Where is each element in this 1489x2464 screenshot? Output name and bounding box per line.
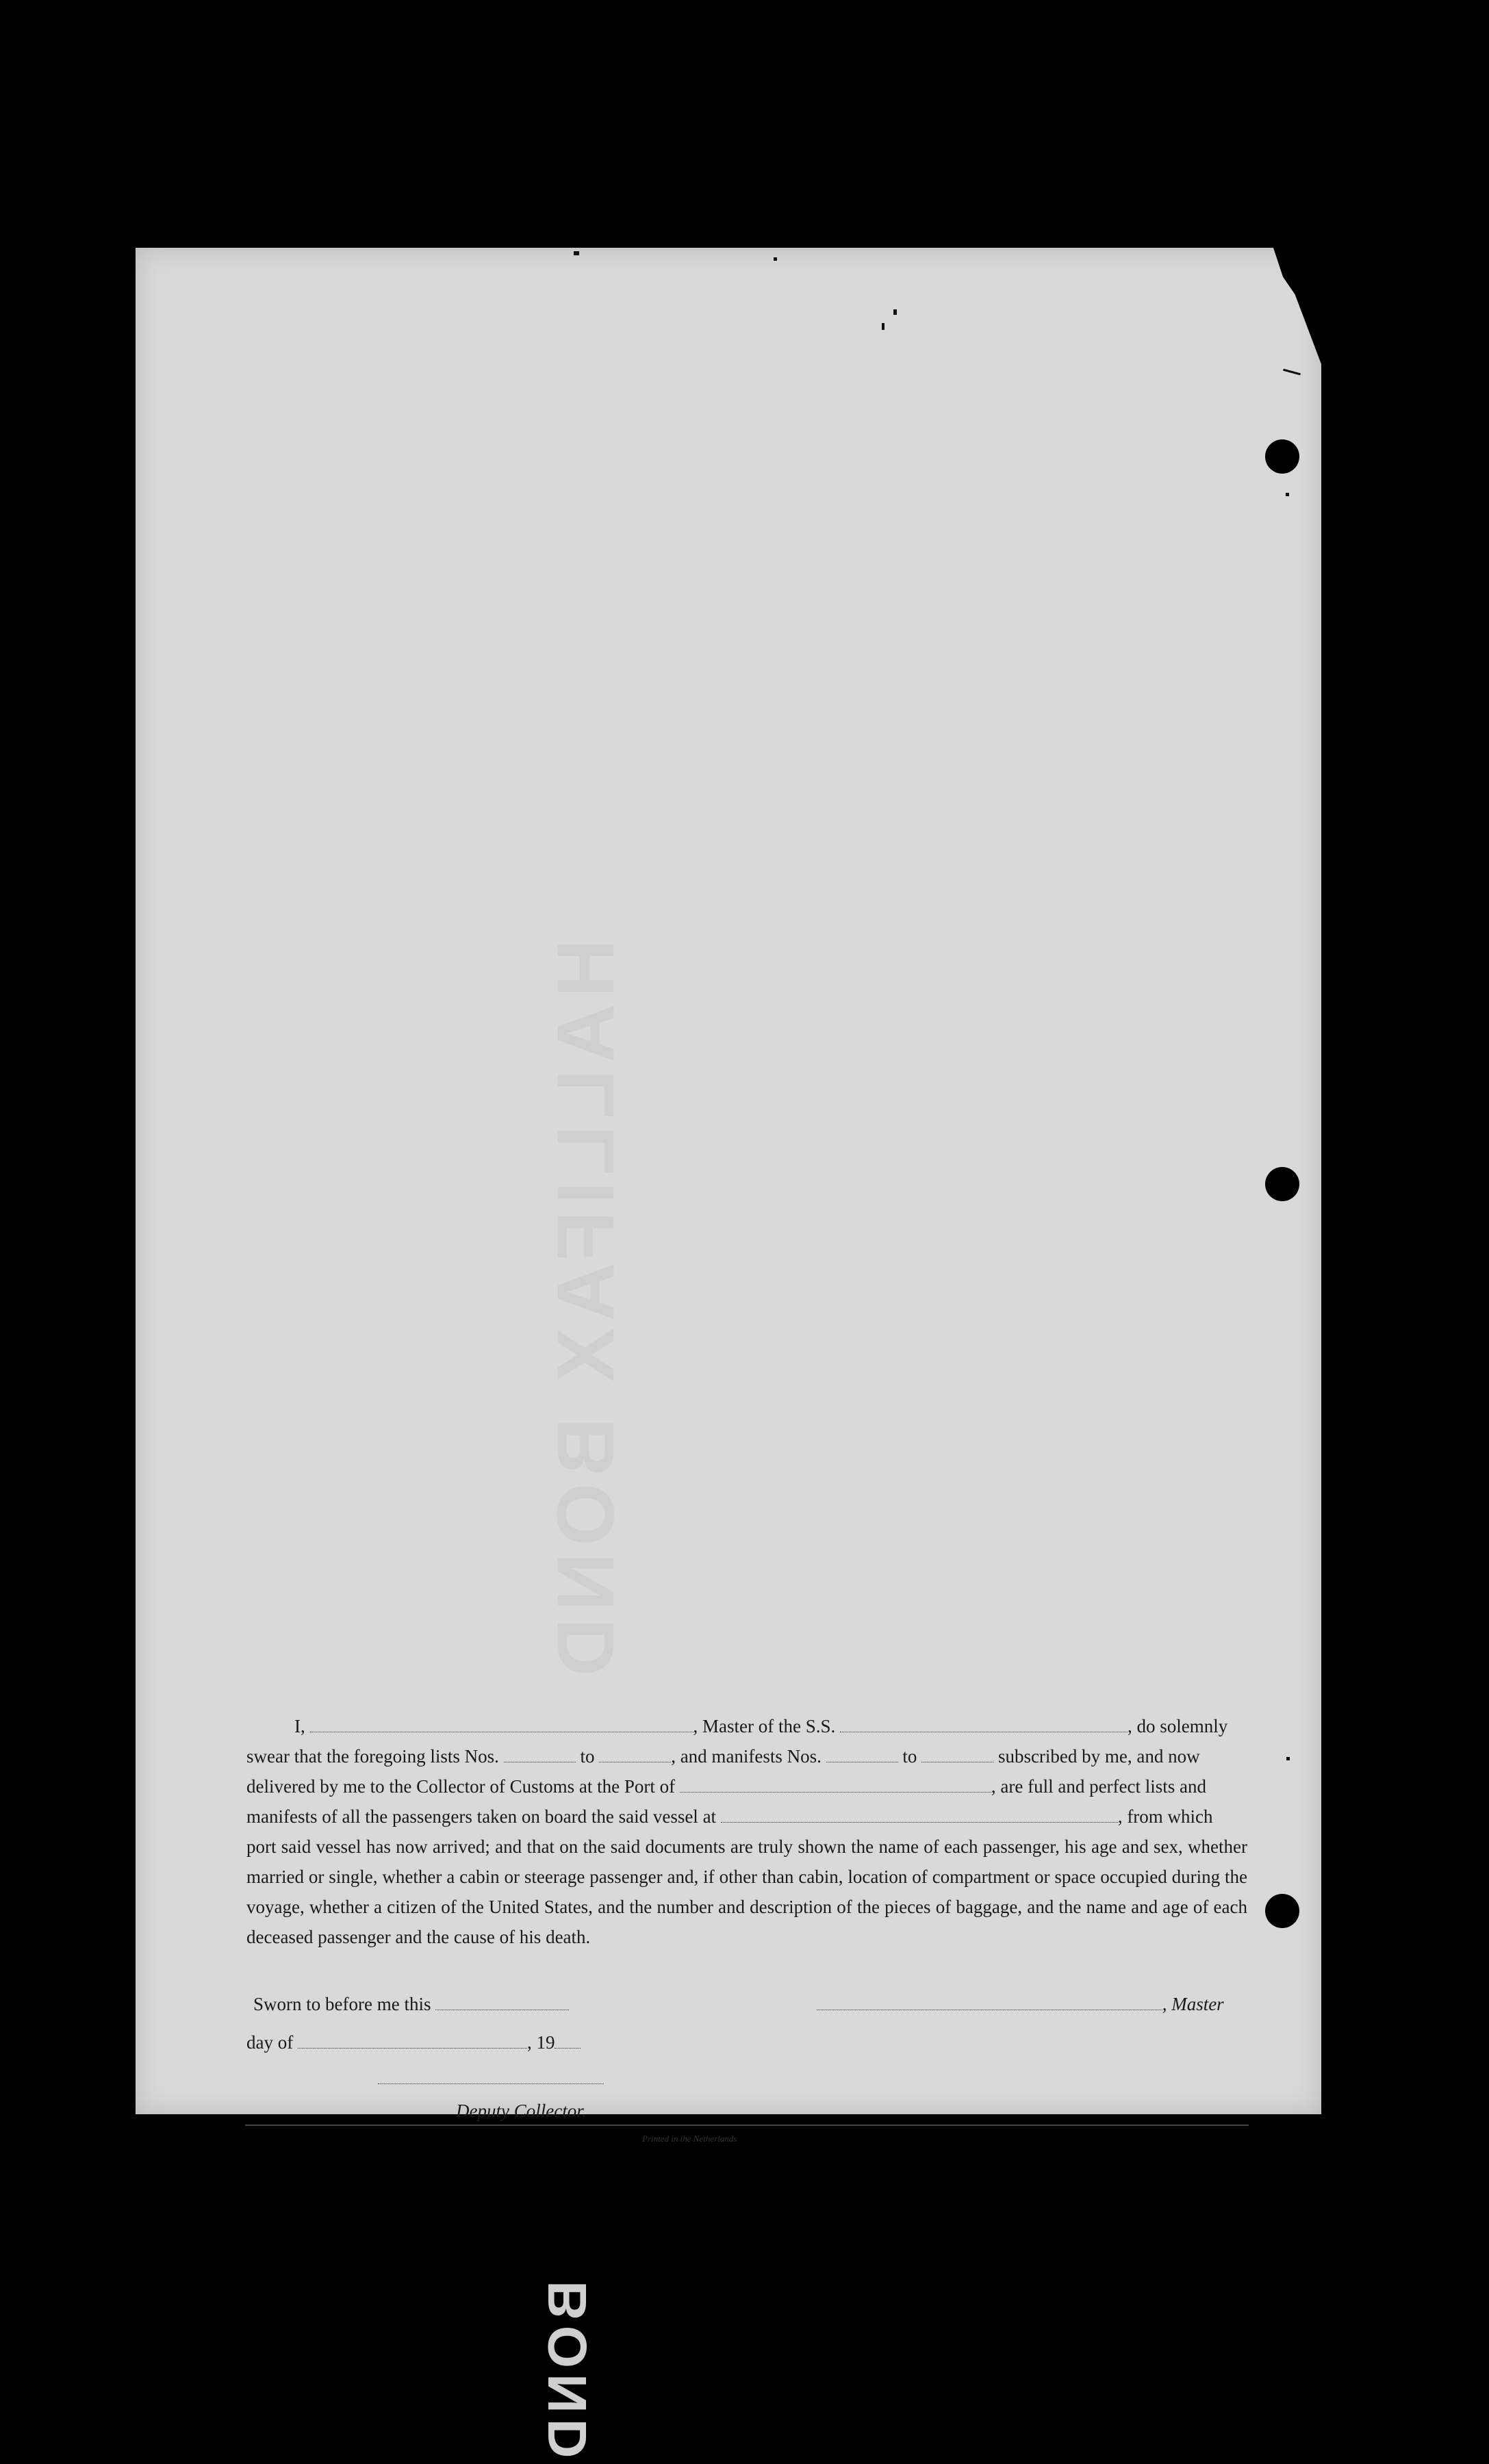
- punch-hole-top: [1265, 439, 1299, 474]
- oath-text-full-lists: , are full and perfect lists and: [991, 1776, 1207, 1797]
- manifests-from-field[interactable]: [826, 1744, 898, 1762]
- speck: [1283, 369, 1301, 376]
- punch-hole-middle: [1265, 1167, 1299, 1201]
- manifests-to-field[interactable]: [921, 1744, 993, 1762]
- document-page: [136, 248, 1321, 2464]
- ship-name-field[interactable]: [840, 1714, 1128, 1732]
- master-name-field[interactable]: [310, 1714, 693, 1732]
- sworn-row: [246, 1992, 1247, 2015]
- oath-text-manifests: , and manifests Nos.: [671, 1746, 822, 1767]
- sworn-date-field[interactable]: [435, 1992, 569, 2010]
- day-row: [246, 2030, 1247, 2053]
- master-signature-field[interactable]: [817, 1992, 1162, 2010]
- watermark-lower: BOND: [537, 2281, 598, 2464]
- day-field[interactable]: [298, 2030, 527, 2049]
- torn-corner: [1273, 248, 1321, 364]
- oath-text-i: I,: [294, 1716, 305, 1736]
- oath-text-to: to: [902, 1746, 917, 1767]
- deputy-collector-label: Deputy Collector.: [456, 2101, 587, 2121]
- lists-to-field[interactable]: [599, 1744, 671, 1762]
- watermark: HALLIFAX BOND: [541, 939, 631, 1684]
- bottom-rule: [245, 2125, 1249, 2126]
- oath-text-subscribed: subscribed by me, and now: [997, 1746, 1200, 1767]
- printed-in-note: Printed in the Netherlands: [642, 2133, 737, 2144]
- master-label: , Master: [1162, 1994, 1224, 2014]
- speck: [574, 251, 579, 255]
- deputy-signature-line[interactable]: [378, 2083, 604, 2084]
- oath-text-master-of: , Master of the S.S.: [693, 1716, 836, 1736]
- oath-text-port-of: delivered by me to the Collector of Customs at the Port of: [246, 1776, 676, 1797]
- oath-text-lists: swear that the foregoing lists Nos.: [246, 1746, 499, 1767]
- speck: [882, 323, 885, 330]
- oath-text: [246, 1711, 1247, 1952]
- oath-text-vessel-at: manifests of all the passengers taken on board the said vessel at: [246, 1806, 717, 1827]
- departure-port-field[interactable]: [721, 1804, 1118, 1823]
- speck: [893, 309, 897, 315]
- lists-from-field[interactable]: [504, 1744, 576, 1762]
- day-of-label: day of: [246, 2032, 294, 2053]
- speck: [774, 257, 777, 261]
- punch-hole-bottom: [1265, 1894, 1299, 1928]
- year-label: , 19: [526, 2032, 555, 2053]
- sworn-label: Sworn to before me this: [253, 1994, 431, 2014]
- year-field[interactable]: [555, 2030, 581, 2049]
- oath-text-to: to: [580, 1746, 595, 1767]
- oath-text-from-which: , from which: [1117, 1806, 1213, 1827]
- oath-body: port said vessel has now arrived; and that on the said documents are truly shown the name of each passenger, his age and sex, whether married or single, whether a cabin or steerage passenger and, if other than cabin, location of compartment or space occupied during the voyage, whether a citizen of the United States, and the number and description of the pieces of baggage, and the name and age of each deceased passenger and the cause of his death.: [246, 1836, 1247, 1947]
- speck: [1286, 493, 1289, 496]
- oath-text-solemnly: , do solemnly: [1127, 1716, 1228, 1736]
- speck: [1286, 1757, 1290, 1760]
- port-field[interactable]: [680, 1774, 991, 1793]
